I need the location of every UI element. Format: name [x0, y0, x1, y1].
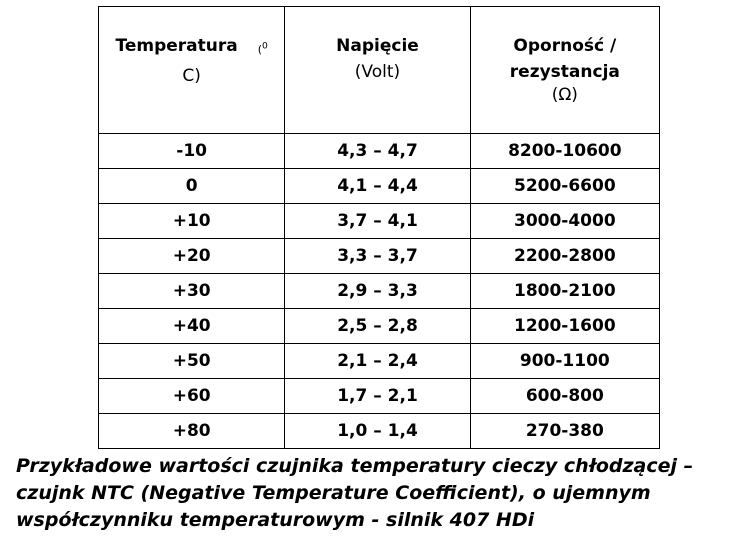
header-temperature-degree: 0: [262, 40, 268, 51]
table-row: [99, 379, 660, 414]
cell-temperature: +30: [99, 274, 285, 309]
cell-voltage: 2,5 – 2,8: [285, 309, 470, 344]
cell-resistance: 3000-4000: [470, 204, 659, 239]
cell-resistance: 1800-2100: [470, 274, 659, 309]
cell-voltage: 1,7 – 2,1: [285, 379, 470, 414]
cell-voltage: 1,0 – 1,4: [285, 414, 470, 449]
cell-resistance: 5200-6600: [470, 169, 659, 204]
caption-line-1: Przykładowe wartości czujnika temperatury cieczy chłodzącej –: [16, 455, 694, 477]
sensor-values-table: [98, 6, 660, 449]
cell-temperature: +50: [99, 344, 285, 379]
caption-line-3: współczynniku temperaturowym - silnik 407 HDi: [16, 509, 535, 531]
header-temperature: [99, 7, 285, 134]
cell-temperature: +10: [99, 204, 285, 239]
cell-temperature: +20: [99, 239, 285, 274]
cell-resistance: 270-380: [470, 414, 659, 449]
header-resistance-unit: (Ω): [551, 85, 578, 105]
table-row: [99, 134, 660, 169]
header-temperature-unit-open: (: [257, 42, 263, 56]
table-row: [99, 204, 660, 239]
header-resistance-label-1: Oporność /: [513, 36, 617, 56]
header-voltage: [285, 7, 470, 134]
header-temperature-label: Temperatura: [115, 36, 238, 56]
header-voltage-unit: (Volt): [354, 62, 401, 82]
table-row: [99, 169, 660, 204]
cell-resistance: 900-1100: [470, 344, 659, 379]
caption-line-2: czujnk NTC (Negative Temperature Coefficient), o ujemnym: [16, 482, 651, 504]
table-row: [99, 274, 660, 309]
table-row: [99, 309, 660, 344]
cell-voltage: 4,1 – 4,4: [285, 169, 470, 204]
cell-resistance: 1200-1600: [470, 309, 659, 344]
cell-resistance: 2200-2800: [470, 239, 659, 274]
table-row: [99, 239, 660, 274]
cell-temperature: -10: [99, 134, 285, 169]
header-resistance-label-2: rezystancja: [509, 62, 620, 82]
cell-temperature: +40: [99, 309, 285, 344]
header-row: [99, 7, 660, 134]
table-row: [99, 414, 660, 449]
cell-temperature: +80: [99, 414, 285, 449]
cell-resistance: 600-800: [470, 379, 659, 414]
cell-resistance: 8200-10600: [470, 134, 659, 169]
cell-voltage: 2,9 – 3,3: [285, 274, 470, 309]
cell-voltage: 3,3 – 3,7: [285, 239, 470, 274]
table-row: [99, 344, 660, 379]
header-temperature-unit: C): [182, 65, 201, 86]
cell-temperature: 0: [99, 169, 285, 204]
header-voltage-label: Napięcie: [336, 36, 419, 56]
cell-voltage: 4,3 – 4,7: [285, 134, 470, 169]
table-caption: [16, 453, 746, 534]
cell-voltage: 3,7 – 4,1: [285, 204, 470, 239]
cell-voltage: 2,1 – 2,4: [285, 344, 470, 379]
header-resistance: [470, 7, 659, 134]
cell-temperature: +60: [99, 379, 285, 414]
